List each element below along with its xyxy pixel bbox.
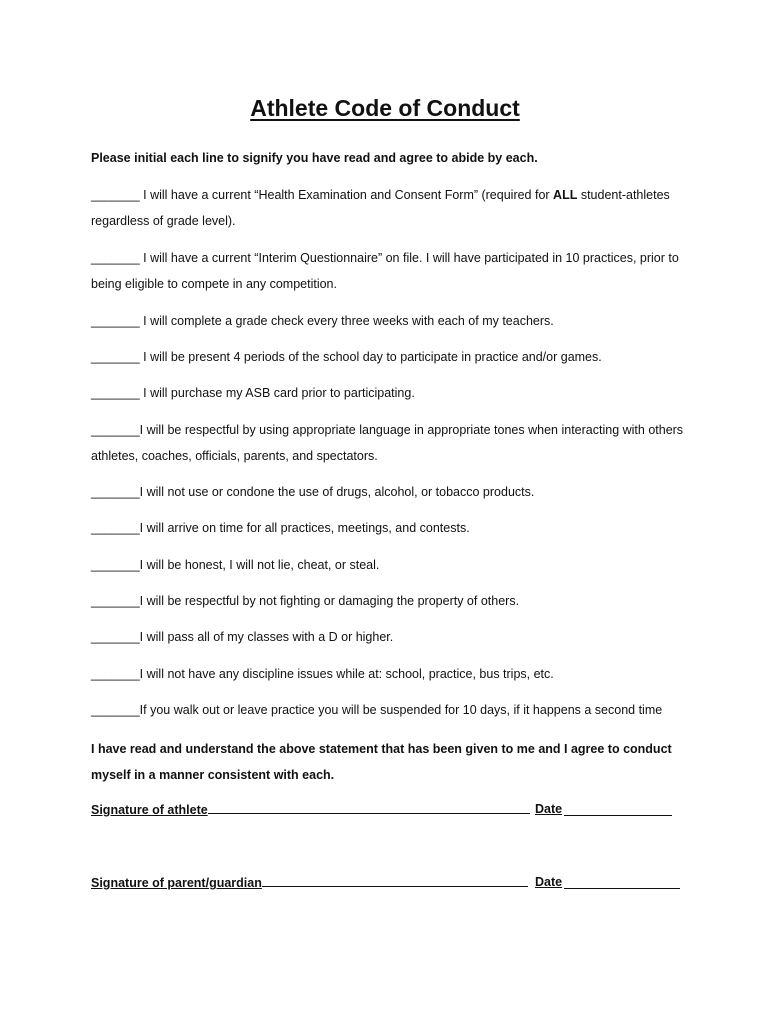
document-title: Athlete Code of Conduct (250, 95, 520, 121)
conduct-item-12 (91, 661, 691, 687)
initial-blank[interactable]: _______ (91, 558, 140, 572)
parent-date-field[interactable] (564, 877, 680, 889)
initial-blank[interactable]: _______ (91, 521, 140, 535)
initial-blank[interactable]: _______ (91, 188, 140, 202)
initial-blank[interactable]: _______ (91, 423, 140, 437)
intro-instruction: Please initial each line to signify you have read and agree to abide by each. (91, 151, 538, 165)
conduct-item-3 (91, 308, 691, 334)
item-text-continued: student-athletes regardless of grade level). (91, 188, 670, 228)
item-text: I will be respectful by using appropriate language in appropriate tones when interacting with others athletes, coaches, officials, parents, and spectators. (91, 423, 684, 463)
conduct-item-1 (91, 182, 691, 234)
conduct-item-10 (91, 588, 691, 614)
item-text: If you walk out or leave practice you will be suspended for 10 days, if it happens a second time (139, 703, 663, 717)
item-text: I will be honest, I will not lie, cheat, or steal. (139, 558, 380, 572)
item-text: I will not use or condone the use of drugs, alcohol, or tobacco products. (139, 485, 535, 499)
item-text: I will have a current “Interim Questionnaire” on file. I will have participated in 10 practices, prior to being eligible to compete in any competition. (91, 251, 679, 291)
initial-blank[interactable]: _______ (91, 251, 140, 265)
athlete-signature-label: Signature of athlete (91, 803, 208, 817)
initial-blank[interactable]: _______ (91, 594, 140, 608)
initial-blank[interactable]: _______ (91, 667, 140, 681)
item-emphasis: ALL (553, 188, 578, 202)
item-text: I will complete a grade check every three weeks with each of my teachers. (139, 314, 554, 328)
athlete-date-label: Date (535, 802, 563, 816)
conduct-item-5 (91, 380, 691, 406)
conduct-item-2 (91, 245, 691, 297)
item-text: I will have a current “Health Examination and Consent Form” (required for (139, 188, 554, 202)
conduct-item-4 (91, 344, 691, 370)
acknowledgement-statement: I have read and understand the above statement that has been given to me and I agree to conduct myself in a manner consistent with each. (91, 742, 672, 782)
initial-blank[interactable]: _______ (91, 386, 140, 400)
item-text: I will be respectful by not fighting or damaging the property of others. (139, 594, 520, 608)
parent-signature-label: Signature of parent/guardian (91, 876, 262, 890)
initial-blank[interactable]: _______ (91, 485, 140, 499)
initial-blank[interactable]: _______ (91, 703, 140, 717)
athlete-signature-field[interactable] (208, 802, 530, 814)
conduct-item-9 (91, 552, 691, 578)
conduct-item-13 (91, 697, 691, 723)
item-text: I will arrive on time for all practices, meetings, and contests. (139, 521, 470, 535)
initial-blank[interactable]: _______ (91, 350, 140, 364)
item-text: I will not have any discipline issues while at: school, practice, bus trips, etc. (139, 667, 554, 681)
parent-signature-line (91, 875, 563, 890)
initial-blank[interactable]: _______ (91, 314, 140, 328)
athlete-date-field[interactable] (564, 804, 672, 816)
conduct-item-8 (91, 515, 691, 541)
conduct-item-11 (91, 624, 691, 650)
item-text: I will pass all of my classes with a D or higher. (139, 630, 394, 644)
athlete-signature-line (91, 802, 563, 817)
parent-signature-field[interactable] (262, 875, 528, 887)
item-text: I will purchase my ASB card prior to participating. (139, 386, 415, 400)
conduct-item-6 (91, 417, 691, 469)
conduct-item-7 (91, 479, 691, 505)
item-text: I will be present 4 periods of the school day to participate in practice and/or games. (139, 350, 602, 364)
initial-blank[interactable]: _______ (91, 630, 140, 644)
parent-date-label: Date (535, 875, 563, 889)
